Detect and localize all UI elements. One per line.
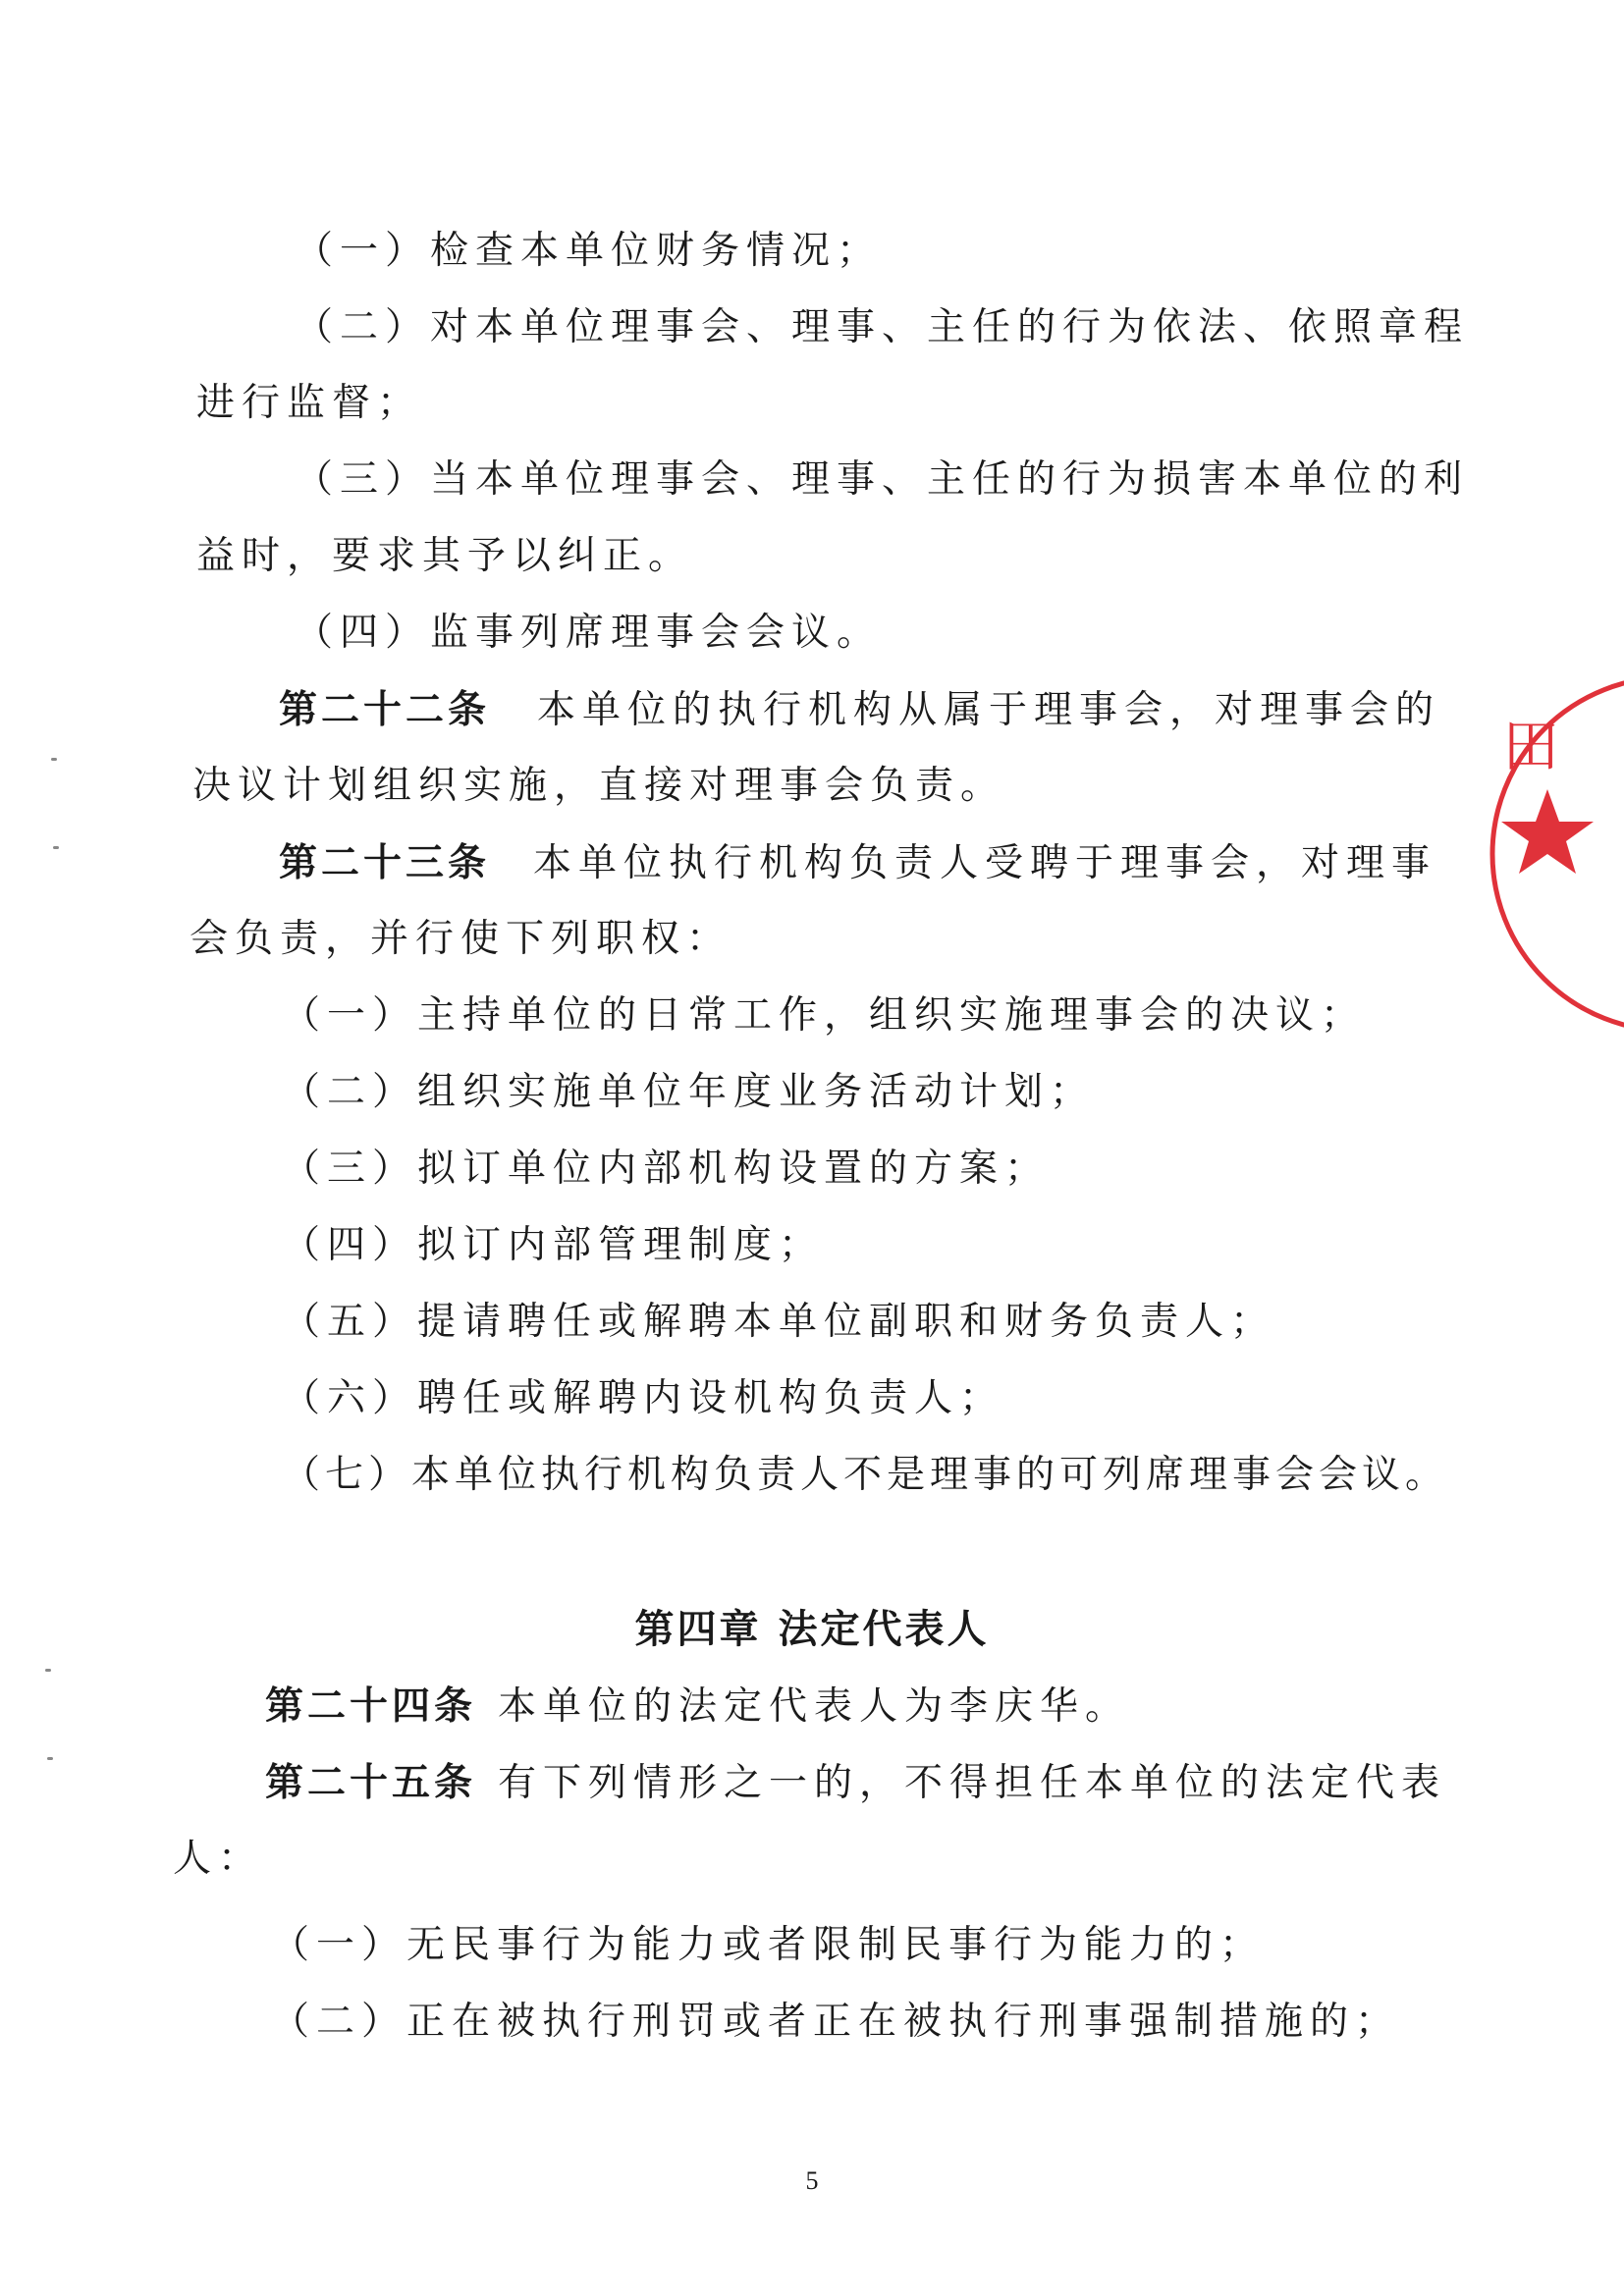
text-line: （二）对本单位理事会、理事、主任的行为依法、依照章程 (295, 305, 1470, 349)
chapter-heading: 第四章 法定代表人 (634, 1606, 990, 1652)
list-item: （一）无民事行为能力或者限制民事行为能力的； (271, 1923, 1266, 1967)
article-text: 本单位执行机构负责人受聘于理事会，对理事 (533, 841, 1437, 885)
seal-fragment: 田 (1502, 713, 1560, 779)
article-23 (279, 837, 1436, 889)
article-24 (265, 1681, 1130, 1733)
scan-speck (51, 758, 57, 761)
text-line: 决议计划组织实施，直接对理事会负责。 (192, 764, 1006, 808)
official-seal (1483, 667, 1624, 1041)
list-item: （五）提请聘任或解聘本单位副职和财务负责人； (282, 1300, 1276, 1344)
scan-speck (47, 1757, 53, 1760)
article-25 (265, 1757, 1446, 1809)
article-label: 第二十二条 (279, 687, 491, 732)
seal-icon (1483, 667, 1624, 1041)
list-item: （四）拟订内部管理制度； (282, 1223, 825, 1267)
article-label: 第二十三条 (279, 840, 491, 885)
scan-speck (53, 846, 59, 849)
list-item: （一）主持单位的日常工作，组织实施理事会的决议； (282, 993, 1367, 1038)
article-label: 第二十四条 (265, 1683, 477, 1729)
scan-speck (45, 1669, 51, 1672)
text-line: 会负责，并行使下列职权： (189, 917, 732, 961)
text-line: 进行监督； (196, 381, 423, 425)
list-item: （二）组织实施单位年度业务活动计划； (282, 1070, 1096, 1114)
text-line: （一）检查本单位财务情况； (295, 229, 883, 273)
text-line: （三）当本单位理事会、理事、主任的行为损害本单位的利 (295, 457, 1470, 502)
article-22 (279, 684, 1440, 736)
list-item: （七）本单位执行机构负责人不是理事的可列席理事会会议。 (282, 1453, 1449, 1497)
text-line: （四）监事列席理事会会议。 (295, 611, 883, 655)
article-text: 本单位的执行机构从属于理事会，对理事会的 (537, 688, 1441, 732)
text-line: 人： (173, 1837, 264, 1881)
article-text: 有下列情形之一的，不得担任本单位的法定代表 (498, 1761, 1447, 1805)
text-line: 益时，要求其予以纠正。 (196, 534, 694, 578)
list-item: （六）聘任或解聘内设机构负责人； (282, 1376, 1005, 1420)
article-label: 第二十五条 (265, 1760, 477, 1805)
list-item: （二）正在被执行刑罚或者正在被执行刑事强制措施的； (271, 2000, 1401, 2044)
page-number: 5 (805, 2166, 819, 2195)
article-text: 本单位的法定代表人为李庆华。 (498, 1684, 1131, 1729)
list-item: （三）拟订单位内部机构设置的方案； (282, 1147, 1051, 1191)
